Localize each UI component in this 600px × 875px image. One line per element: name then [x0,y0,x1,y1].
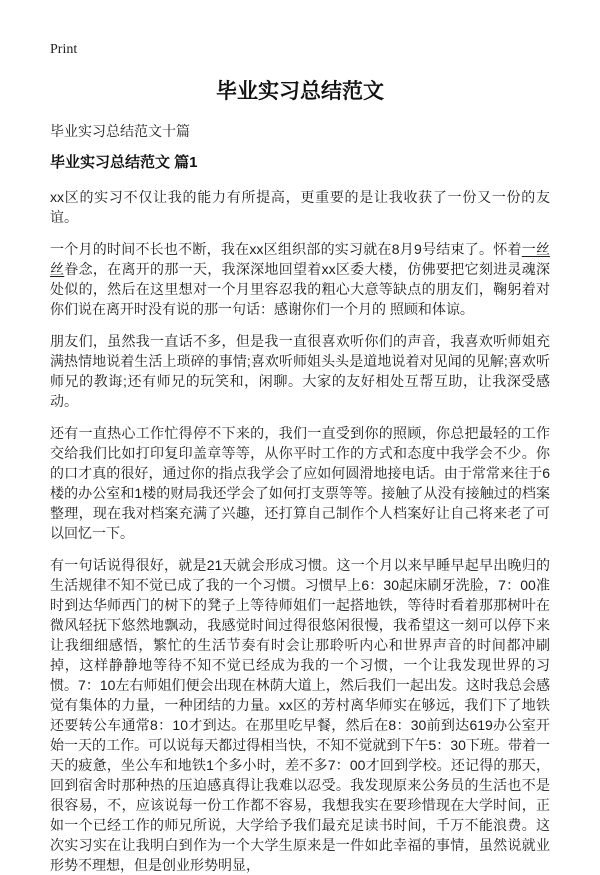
page-title: 毕业实习总结范文 [216,80,384,103]
paragraph [50,555,550,875]
paragraph [50,239,550,319]
print-link[interactable]: Print [50,42,78,57]
text-run: 一个月的时间不长也不断，我在xx区组织部的实习就在8月9号结束了。怀着 [50,241,522,257]
text-run: 眷念，在离开的那一天，我深深地回望着xx区委大楼，仿佛要把它刻进灵魂深处似的，然后在这里想对一个月里容忍我的粗心大意等缺点的朋友们，鞠躬着对你们说在离开时没有说的那一句话：感谢你们一个月的 照顾和体谅。 [50,261,551,317]
article-body [50,187,550,875]
paragraph [50,331,550,411]
text-run: 有一句话说得很好，就是21天就会形成习惯。这一个月以来早睡早起早出晚归的生活规律不知不觉已成了我的一个习惯。习惯早上6：30起床刷牙洗脸，7：00准时到达华师西门的树下的凳子上等待师姐们一起搭地铁，等待时看着那那树叶在微风轻抚下悠然地飘动，我感觉时间过得很悠闲很慢，我希望这一刻可以停下来让我细细感悟，繁忙的生活节奏有时会让那聆听内心和世界声音的时间都冲刷掉，这样静静地等待不知不觉已经成为我的一个习惯，一个让我发现世界的习惯。7：10左右师姐们便会出现在林荫大道上，然后我们一起出发。这时我总会感觉有集体的力量，一种团结的力量。xx区的芳村离华师实在够远，我们下了地铁还要转公车通常8：10才到达。在那里吃早餐，然后在8：30前到达619办公室开始一天的工作。可以说每天都过得相当快，不知不觉就到下午5：30下班。带着一天的疲惫，坐公车和地铁1个多小时，差不多7：00才回到学校。还记得的那天，回到宿舍时那种热的压迫感真得让我难以忍受。我发现原来公务员的生活也不是很容易，不，应该说每一份工作都不容易，我想我实在要珍惜现在大学时间，正如一个已经工作的师兄所说，大学给予我们最充足读书时间，千万不能浪费。这次实习实在让我明白到作为一个大学生原来是一件如此幸福的事情，虽然说就业形势不理想，但是创业形势明显， [50,557,550,873]
doc-subtitle: 毕业实习总结范文十篇 [50,123,190,139]
paragraph [50,423,550,543]
section-heading: 毕业实习总结范文 篇1 [50,154,198,171]
text-run: 朋友们，虽然我一直话不多，但是我一直很喜欢听你们的声音，我喜欢听师姐充满热情地说着生活上琐碎的事情;喜欢听师姐头头是道地说着对见闻的见解;喜欢听师兄的教诲;还有师兄的玩笑和，闲聊。大家的友好相处互帮互助，让我深受感动。 [50,333,550,409]
text-run: xx区的实习不仅让我的能力有所提高，更重要的是让我收获了一份又一份的友谊。 [50,189,550,225]
underlined-term: 一丝丝 [50,241,551,277]
text-run: 还有一直热心工作忙得停不下来的，我们一直受到你的照顾，你总把最轻的工作交给我们比如打印复印盖章等等，从你平时工作的方式和态度中我学会不少。你的口才真的很好，通过你的指点我学会了应如何圆滑地接电话。由于常常来往于6楼的办公室和1楼的财局我还学会了如何打支票等等。接触了从没有接触过的档案整理，现在我对档案充满了兴趣，还打算自己制作个人档案好让自己将来老了可以回忆一下。 [50,425,550,541]
paragraph [50,187,550,227]
